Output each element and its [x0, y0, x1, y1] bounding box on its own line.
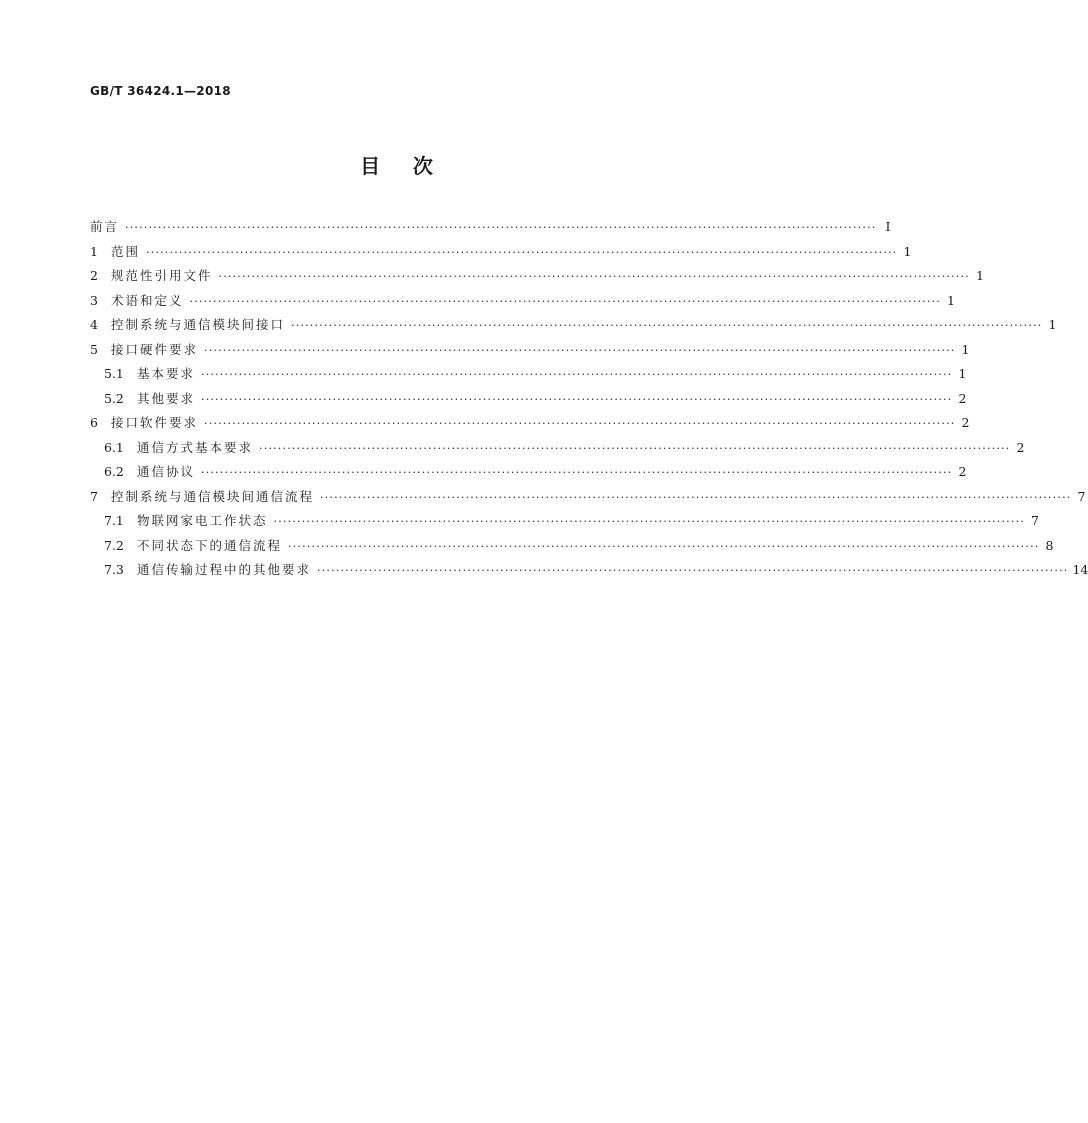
- toc-entry-page: 14: [1072, 562, 1088, 577]
- toc-entry-number: 6.1: [104, 439, 124, 455]
- toc-entry-number: 5.2: [104, 390, 124, 406]
- toc-entry-number: 6: [90, 415, 98, 430]
- toc-entry[interactable]: [90, 509, 1039, 534]
- table-of-contents: [90, 215, 1088, 583]
- toc-entry-title: 通信传输过程中的其他要求: [137, 562, 312, 577]
- toc-entry-page: 2: [958, 464, 967, 479]
- toc-entry-title: 通信协议: [137, 464, 196, 479]
- toc-dot-leader: ································································································································································: [125, 221, 877, 234]
- toc-dot-leader: ································································································································································: [204, 343, 956, 357]
- toc-entry-title: 范围: [111, 243, 141, 259]
- toc-entry-page: 7: [1077, 488, 1086, 504]
- toc-entry-number: 2: [90, 268, 98, 283]
- toc-entry-title: 通信方式基本要求: [137, 439, 254, 455]
- toc-entry[interactable]: [90, 387, 967, 412]
- toc-entry-number: 4: [90, 317, 98, 332]
- toc-entry-number: 7.1: [104, 513, 124, 528]
- toc-entry-title: 规范性引用文件: [111, 268, 213, 283]
- toc-entry-page: 1: [961, 341, 970, 357]
- toc-entry-page: 7: [1031, 513, 1039, 528]
- toc-entry-page: 1: [947, 292, 955, 308]
- toc-entry[interactable]: [90, 215, 891, 240]
- toc-entry[interactable]: [90, 338, 970, 363]
- toc-entry[interactable]: [90, 362, 967, 387]
- toc-dot-leader: ································································································································································: [291, 319, 1043, 332]
- toc-entry-title: 不同状态下的通信流程: [137, 537, 283, 553]
- toc-entry-title: 控制系统与通信模块间通信流程: [111, 488, 315, 504]
- toc-entry-page: 1: [903, 243, 912, 259]
- toc-dot-leader: ································································································································································: [273, 515, 1025, 528]
- toc-entry[interactable]: [90, 436, 1025, 461]
- page-title: 目 次: [360, 154, 434, 178]
- toc-entry-page: I: [885, 219, 891, 234]
- toc-entry-title: 控制系统与通信模块间接口: [111, 317, 286, 332]
- toc-entry-title: 接口硬件要求: [111, 341, 199, 357]
- toc-dot-leader: ································································································································································: [146, 245, 898, 259]
- standard-number: GB/T 36424.1—2018: [90, 84, 231, 98]
- toc-dot-leader: ································································································································································: [204, 417, 956, 430]
- toc-entry-title: 其他要求: [137, 390, 196, 406]
- toc-entry-title: 物联网家电工作状态: [137, 513, 268, 528]
- toc-entry-page: 1: [958, 366, 967, 381]
- toc-entry-number: 1: [90, 243, 98, 259]
- toc-entry-title: 基本要求: [137, 366, 196, 381]
- toc-entry-page: 2: [1016, 439, 1025, 455]
- toc-entry-page: 1: [1048, 317, 1057, 332]
- toc-entry[interactable]: [90, 313, 1057, 338]
- toc-entry[interactable]: [90, 289, 955, 314]
- toc-entry[interactable]: [90, 534, 1054, 559]
- toc-dot-leader: ································································································································································: [201, 466, 953, 479]
- toc-entry-title: 接口软件要求: [111, 415, 199, 430]
- toc-entry-title: 前言: [90, 219, 120, 234]
- toc-dot-leader: ································································································································································: [201, 368, 953, 381]
- toc-dot-leader: ································································································································································: [288, 539, 1040, 553]
- toc-entry[interactable]: [90, 264, 984, 289]
- toc-entry-number: 5.1: [104, 366, 124, 381]
- toc-dot-leader: ································································································································································: [201, 392, 953, 406]
- toc-entry[interactable]: [90, 411, 970, 436]
- toc-entry-page: 8: [1045, 537, 1054, 553]
- toc-entry-number: 7.2: [104, 537, 124, 553]
- toc-entry[interactable]: [90, 558, 1088, 583]
- toc-entry-number: 6.2: [104, 464, 124, 479]
- toc-entry[interactable]: [90, 460, 967, 485]
- toc-dot-leader: ································································································································································: [189, 294, 941, 308]
- toc-dot-leader: ································································································································································: [317, 564, 1069, 577]
- toc-entry-number: 3: [90, 292, 98, 308]
- toc-entry-number: 7: [90, 488, 98, 504]
- toc-dot-leader: ································································································································································: [218, 270, 970, 283]
- toc-entry-title: 术语和定义: [111, 292, 184, 308]
- toc-entry-number: 5: [90, 341, 98, 357]
- toc-entry-page: 2: [958, 390, 967, 406]
- toc-entry[interactable]: [90, 485, 1086, 510]
- toc-entry-number: 7.3: [104, 562, 124, 577]
- toc-entry-page: 2: [961, 415, 970, 430]
- toc-dot-leader: ································································································································································: [320, 490, 1072, 504]
- toc-entry-page: 1: [976, 268, 984, 283]
- toc-dot-leader: ································································································································································: [259, 441, 1011, 455]
- toc-entry[interactable]: [90, 240, 912, 265]
